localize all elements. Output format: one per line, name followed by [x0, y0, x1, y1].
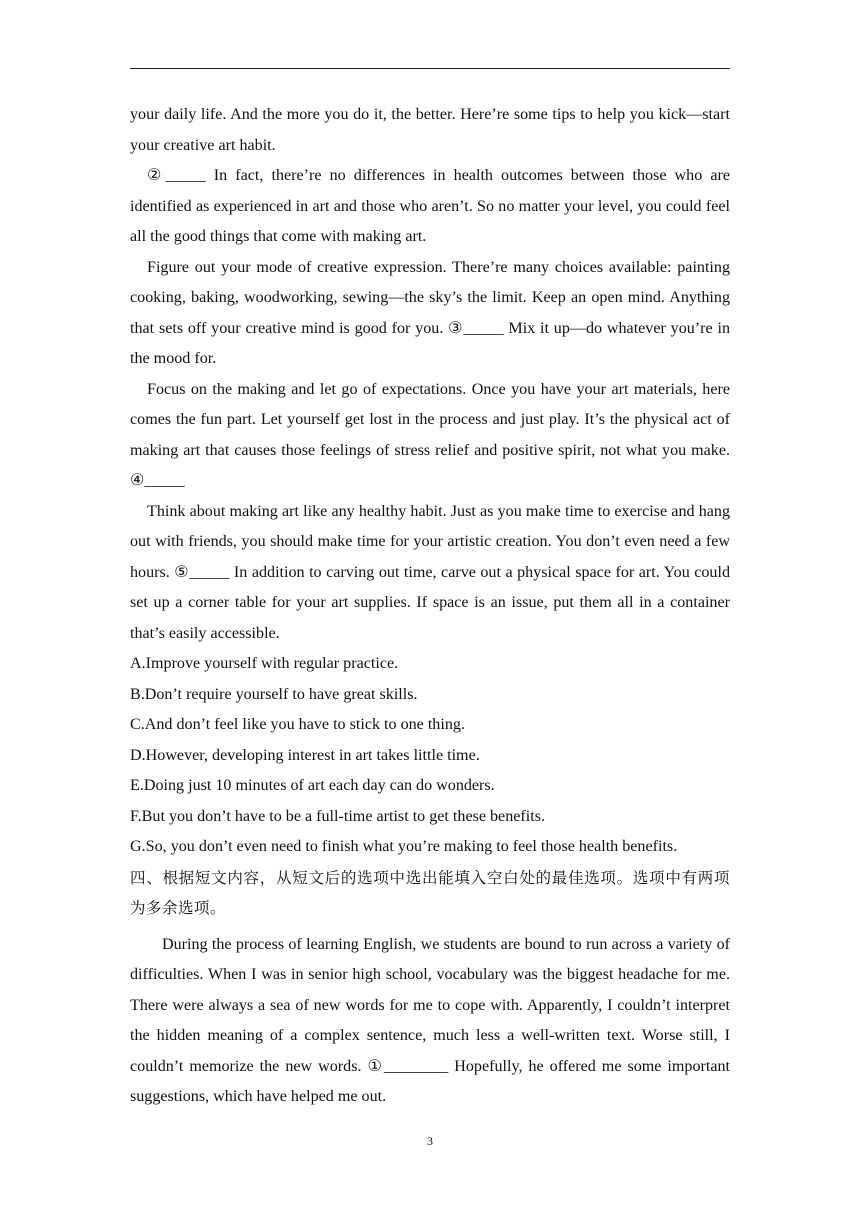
section-heading: 四、根据短文内容，从短文后的选项中选出能填入空白处的最佳选项。选项中有两项为多余选项。 — [130, 868, 730, 917]
option-e: E.Doing just 10 minutes of art each day can do wonders. — [130, 777, 495, 794]
page-number: 3 — [427, 1134, 433, 1148]
option-a: A.Improve yourself with regular practice. — [130, 655, 399, 672]
paragraph-blank-4: Focus on the making and let go of expectations. Once you have your art materials, here comes the fun part. Let yourself get lost in the process and just play. It’s the physical act of making art that causes those feelings of stress relief and positive spirit, not what you make. ④_____ — [130, 380, 730, 489]
options-list — [130, 649, 730, 863]
option-d: D.However, developing interest in art takes little time. — [130, 746, 480, 764]
header-rule — [130, 68, 730, 69]
paragraph-blank-2: ②_____ In fact, there’re no differences in health outcomes between those who are identified as experienced in art and those who aren’t. So no matter your level, you could feel all the good things that come with making art. — [130, 167, 730, 245]
paragraph-blank-3: Figure out your mode of creative expression. There’re many choices available: painting cooking, baking, woodworking, sewing—the sky’s the limit. Keep an open mind. Anything that sets off your creative mind is good for you. ③_____ Mix it up—do whatever you’re in the mood for. — [130, 258, 730, 367]
option-b: B.Don’t require yourself to have great skills. — [130, 685, 418, 703]
option-f: F.But you don’t have to be a full-time artist to get these benefits. — [130, 807, 545, 825]
document-body — [130, 100, 730, 1113]
option-c: C.And don’t feel like you have to stick to one thing. — [130, 716, 465, 733]
paragraph-continued: your daily life. And the more you do it, the better. Here’re some tips to help you kick—start your creative art habit. — [130, 106, 730, 154]
option-g: G.So, you don’t even need to finish what you’re making to feel those health benefits. — [130, 838, 678, 855]
passage-2-paragraph: During the process of learning English, we students are bound to run across a variety of difficulties. When I was in senior high school, vocabulary was the biggest headache for me. There were always a sea of new words for me to cope with. Apparently, I couldn’t interpret the hidden meaning of a complex sentence, much less a well-written text. Worse still, I couldn’t memorize the new words. ①________ Hopefully, he offered me some important suggestions, which have helped me out. — [130, 935, 730, 1105]
paragraph-blank-5: Think about making art like any healthy habit. Just as you make time to exercise and hang out with friends, you should make time for your artistic creation. You don’t even need a few hours. ⑤_____ In addition to carving out time, carve out a physical space for art. You could set up a corner table for your art supplies. If space is an issue, put them all in a container that’s easily accessible. — [130, 502, 730, 642]
